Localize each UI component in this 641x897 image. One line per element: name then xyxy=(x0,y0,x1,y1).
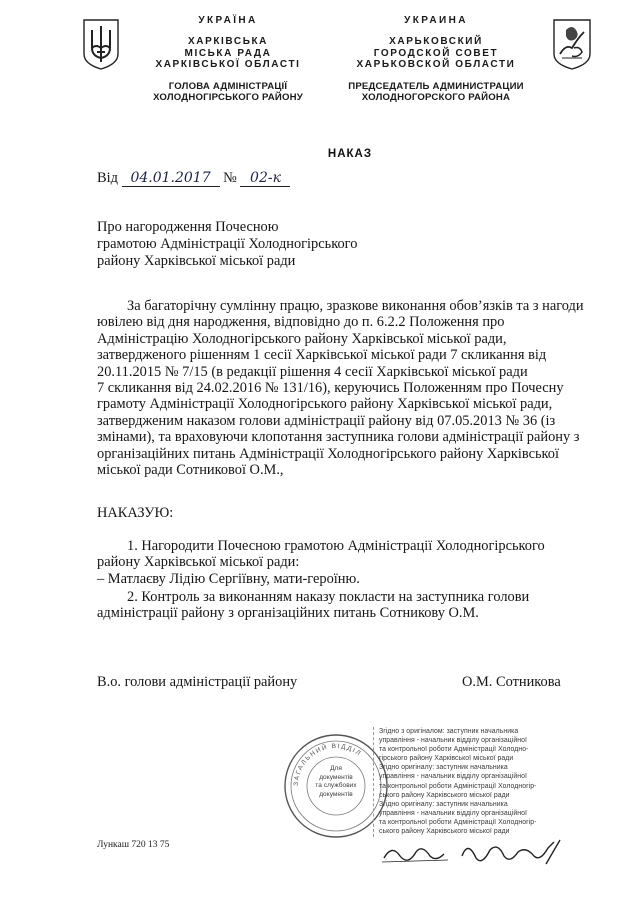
awardee-line: – Матлаєву Лідію Сергіївну, мати-героїню. xyxy=(97,570,360,587)
preamble-line: затвердженим наказом голови адміністрації району від 07.05.2013 № 36 (із xyxy=(97,412,556,429)
number-value: 02-к xyxy=(240,170,290,187)
seal-inner-line: Для xyxy=(330,765,342,772)
preamble-line: міської ради Сотникової О.М., xyxy=(97,462,284,479)
stamp-line: Згідно оригіналу: заступник начальника xyxy=(379,800,508,808)
header-left-dept-line: ГОЛОВА АДМІНІСТРАЦІЇ xyxy=(168,80,288,92)
preamble-line: 7 скликання від 24.02.2016 № 131/16), керуючись Положенням про Почесну xyxy=(97,380,564,397)
preamble-line: За багаторічну сумлінну працю, зразкове виконання обов’язків та з нагоди xyxy=(127,298,584,314)
stamp-line: управління - начальник відділу організаційної xyxy=(379,773,527,781)
header-right-council-line: ГОРОДСКОЙ СОВЕТ xyxy=(373,47,499,59)
header-right-dept-line: ПРЕДСЕДАТЕЛЬ АДМИНИСТРАЦИИ xyxy=(348,80,524,92)
header-right-dept-line: ХОЛОДНОГОРСКОГО РАЙОНА xyxy=(361,92,511,103)
seal-inner-line: документів xyxy=(319,790,353,798)
subject-line: Про нагородження Почесною xyxy=(97,219,279,235)
number-prefix: № xyxy=(223,170,237,186)
header-left-council-line: МІСЬКА РАДА xyxy=(184,47,272,59)
stamp-line: та контрольної роботи Адміністрації Холодно- xyxy=(379,746,529,754)
header-right-country: УКРАИНА xyxy=(404,15,468,26)
stamp-line: та контрольної роботи Адміністрації Холодногір- xyxy=(379,818,537,826)
header-left-country: УКРАЇНА xyxy=(198,15,258,26)
date-value: 04.01.2017 xyxy=(122,170,220,187)
stamp-line: ського району Харківського міської ради xyxy=(379,828,510,836)
signature-name: О.М. Сотникова xyxy=(462,674,561,690)
stamp-line: та контрольної роботи Адміністрації Холодногір- xyxy=(379,782,537,790)
stamp-line: Згідно з оригіналом: заступник начальника xyxy=(379,728,519,735)
header-left-council-line: ХАРКІВСЬКОЇ ОБЛАСТІ xyxy=(155,59,301,70)
order-item-line: району Харківської міської ради: xyxy=(97,554,300,571)
header-right xyxy=(336,15,536,104)
preamble-line: Адміністрацію Холодногірського району Харківської міської ради, xyxy=(97,330,507,347)
date-prefix: Від xyxy=(97,170,118,186)
order-item-line: 2. Контроль за виконанням наказу покласти на заступника голови xyxy=(127,589,530,605)
stamp-line: ського району Харківського міської ради xyxy=(379,791,510,799)
handwritten-signature xyxy=(378,836,568,870)
stamp-line: управління - начальник відділу організаційної xyxy=(379,809,527,817)
order-word: НАКАЗУЮ: xyxy=(97,505,174,521)
preamble-line: затвердженого рішенням 1 сесії Харківської міської ради 7 скликання від xyxy=(97,347,547,364)
subject-line: грамотою Адміністрації Холодногірського xyxy=(97,236,358,252)
preamble-paragraph xyxy=(97,298,600,478)
header-right-council-line: ХАРЬКОВСКОЙ ОБЛАСТИ xyxy=(356,59,516,70)
order-item-line: адміністрації району з організаційних питань Сотникову О.М. xyxy=(97,605,479,622)
order-item-1 xyxy=(97,538,600,587)
document-subject xyxy=(97,219,417,270)
date-number-line xyxy=(97,170,290,187)
certification-stamp xyxy=(373,727,551,837)
footer-note: Лункаш 720 13 75 xyxy=(97,840,170,850)
seal-inner-line: документів xyxy=(319,773,353,781)
order-item-2 xyxy=(97,589,600,622)
header-left-dept-line: ХОЛОДНОГІРСЬКОГО РАЙОНУ xyxy=(153,92,303,103)
signature-title: В.о. голови адміністрації району xyxy=(97,674,298,690)
preamble-line: ювілею від дня народження, відповідно до п. 6.2.2 Положення про xyxy=(97,314,505,331)
document-title: НАКАЗ xyxy=(327,148,373,160)
preamble-line: змінами), та враховуючи клопотання заступника голови адміністрації району з xyxy=(97,429,580,446)
preamble-line: організаційних питань Адміністрації Холодногірського району Харківської xyxy=(97,445,559,462)
preamble-line: грамоту Адміністрації Холодногірського району Харківської міської ради, xyxy=(97,396,553,413)
kharkiv-coat-of-arms-icon xyxy=(552,18,592,70)
subject-line: району Харківської міської ради xyxy=(97,253,296,269)
stamp-line: гірського району Харківської міської ради xyxy=(379,755,514,763)
header-left xyxy=(138,15,318,104)
stamp-line: Згідно оригіналу: заступник начальника xyxy=(379,764,508,772)
seal-inner xyxy=(309,765,363,799)
preamble-line: 20.11.2015 № 7/15 (в редакції рішення 4 сесії Харківської міської ради xyxy=(97,363,528,380)
order-item-line: 1. Нагородити Почесною грамотою Адміністрації Холодногірського xyxy=(127,538,545,554)
ukraine-trident-emblem xyxy=(82,18,120,70)
stamp-line: управління - начальник відділу організаційної xyxy=(379,737,527,745)
seal-text: ЗАГАЛЬНИЙ ВІДДІЛ xyxy=(292,742,363,787)
header-left-council-line: ХАРКІВСЬКА xyxy=(187,36,269,47)
seal-inner-line: та службових xyxy=(315,782,357,789)
header-right-council-line: ХАРЬКОВСКИЙ xyxy=(389,36,483,47)
